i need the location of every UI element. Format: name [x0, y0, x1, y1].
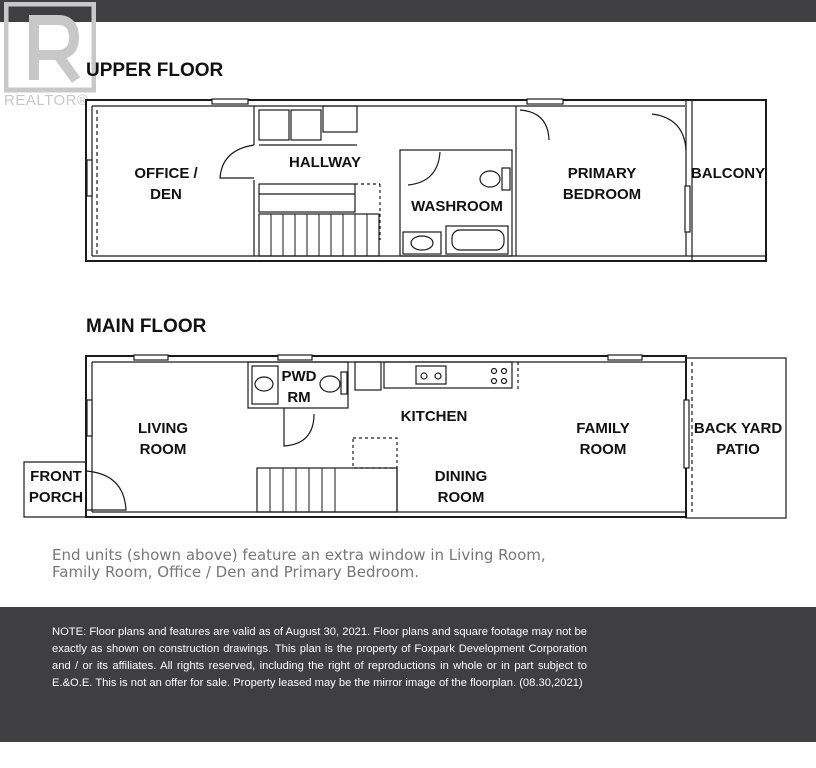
room-label-back-yard-patio: BACK YARD PATIO [693, 420, 783, 458]
room-label-living-room: LIVING ROOM [137, 420, 188, 458]
room-label-family-room: FAMILY ROOM [576, 420, 630, 458]
room-label-office-den: OFFICE / DEN [134, 165, 198, 203]
end-units-caption: End units (shown above) feature an extra window in Living Room, Family Room, Office / Den and Primary Bedroom. [52, 546, 546, 581]
realtor-logo-text: REALTOR® [4, 92, 89, 109]
room-label-front-porch: FRONT PORCH [28, 468, 84, 506]
room-label-primary-bedroom: PRIMARY BEDROOM [562, 165, 642, 203]
room-label-washroom: WASHROOM [411, 198, 503, 215]
bottom-strip [0, 742, 816, 768]
room-label-pwd-rm: PWD RM [281, 368, 317, 406]
disclaimer-note: NOTE: Floor plans and features are valid as of August 30, 2021. Floor plans and square footage may not be exactly as shown on construction drawings. This plan is the property of Foxpark Development Corporation and / or its affiliates. All rights reserved, including the right of reproductions in whole or in part subject to E.&O.E. This is not an offer for sale. Property leased may be the mirror image of the floorplan. (08.30,2021) [52, 626, 587, 689]
room-label-hallway: HALLWAY [289, 154, 361, 171]
room-label-balcony: BALCONY [690, 165, 766, 182]
main-floor-title: MAIN FLOOR [86, 316, 207, 337]
upper-floor-title: UPPER FLOOR [86, 60, 224, 81]
room-label-dining-room: DINING ROOM [434, 468, 488, 506]
room-label-kitchen: KITCHEN [400, 408, 468, 425]
